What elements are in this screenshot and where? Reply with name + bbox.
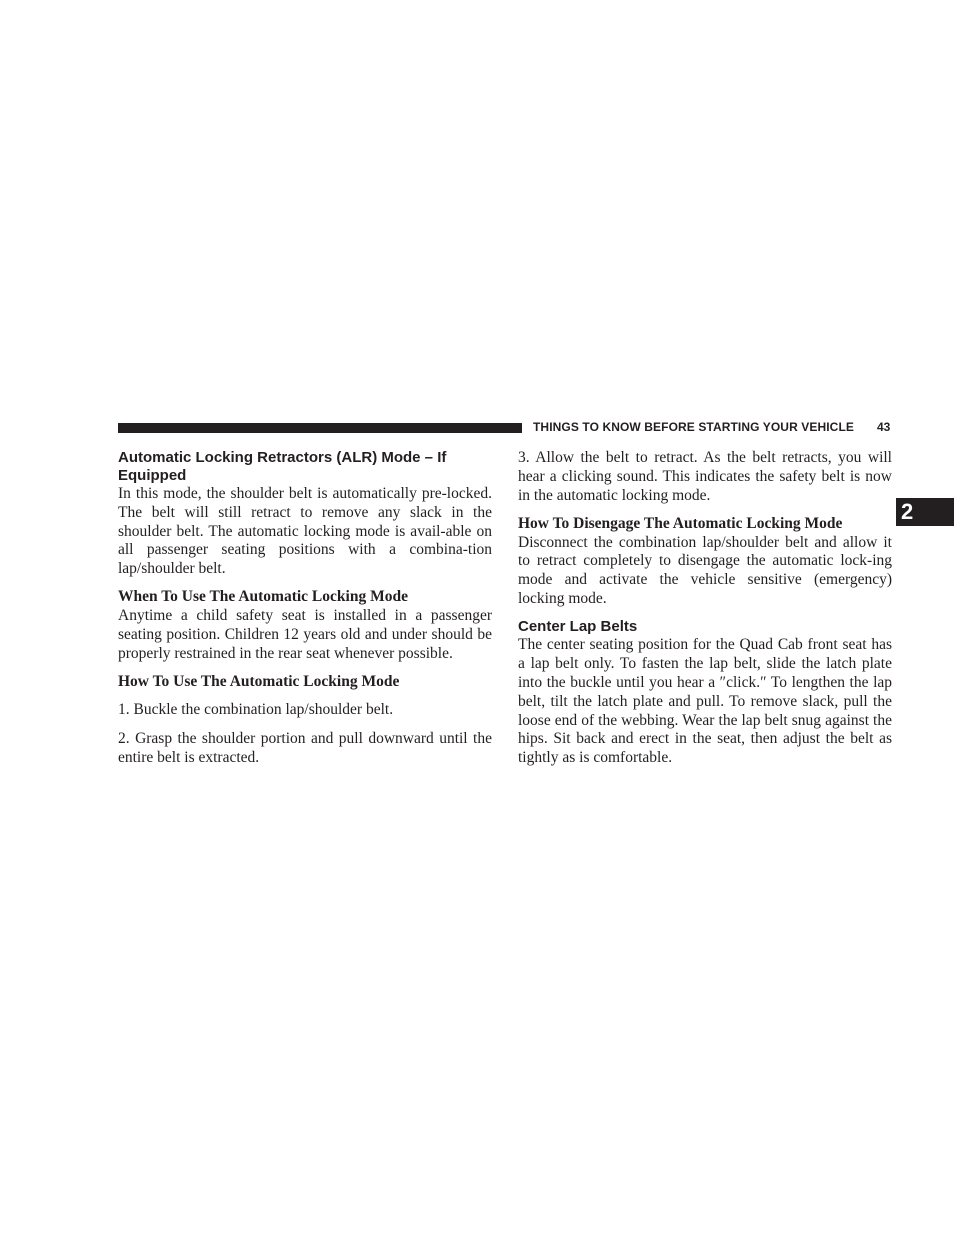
disengage-heading: How To Disengage The Automatic Locking Mode: [518, 514, 843, 532]
page-number: 43: [877, 420, 891, 434]
step-3: 3. Allow the belt to retract. As the belt retracts, you will hear a clicking sound. This indicates the safety belt is now in the automatic locking mode.: [518, 449, 892, 504]
header-rule: [118, 423, 522, 433]
step-2: 2. Grasp the shoulder portion and pull downward until the entire belt is extracted.: [118, 729, 492, 766]
center-lap-belts-body: The center seating position for the Quad Cab front seat has a lap belt only. To fasten the lap belt, slide the latch plate into the buckle until you hear a ″click.″ To lengthen the lap belt, tilt the latch plate and pull. To remove slack, pull the loose end of the webbing. Wear the lap belt snug against the hips. Sit back and erect in the seat, then adjust the belt as tightly as is comfortable.: [518, 636, 892, 767]
step-1: 1. Buckle the combination lap/shoulder belt.: [118, 701, 394, 719]
running-header-title: THINGS TO KNOW BEFORE STARTING YOUR VEHICLE: [533, 420, 854, 434]
left-column: [118, 449, 492, 767]
chapter-tab: 2: [896, 498, 954, 526]
when-body: Anytime a child safety seat is installed in a passenger seating position. Children 12 years old and under should be properly restrained in the rear seat whenever possible.: [118, 607, 492, 662]
how-heading: How To Use The Automatic Locking Mode: [118, 673, 400, 691]
alr-heading: Automatic Locking Retractors (ALR) Mode – If Equipped: [118, 449, 447, 484]
when-heading: When To Use The Automatic Locking Mode: [118, 588, 408, 606]
center-lap-belts-heading: Center Lap Belts: [518, 618, 638, 636]
alr-body: In this mode, the shoulder belt is automatically pre-locked. The belt will still retract to remove any slack in the shoulder belt. The automatic locking mode is avail-able on all passenger seating positions with a combina-tion lap/shoulder belt.: [118, 485, 492, 578]
right-column: [518, 449, 892, 768]
disengage-body: Disconnect the combination lap/shoulder belt and allow it to retract completely to disengage the automatic lock-ing mode and activate the vehicle sensitive (emergency) locking mode.: [518, 533, 892, 608]
